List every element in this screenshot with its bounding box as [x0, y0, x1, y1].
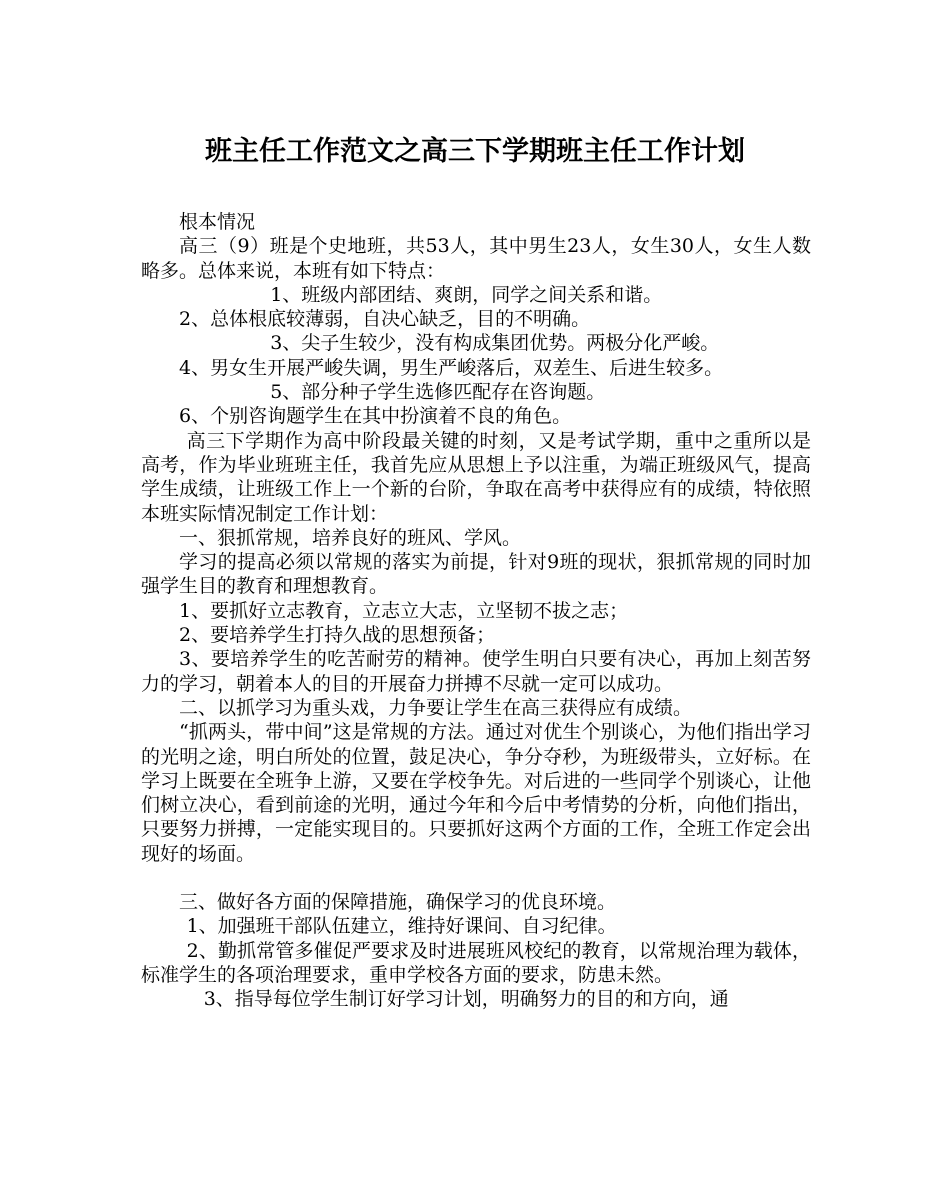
paragraph: 3、尖子生较少，没有构成集团优势。两极分化严峻。 [270, 332, 720, 355]
paragraph: 二、以抓学习为重头戏，力争要让学生在高三获得应有成绩。 [179, 696, 693, 719]
paragraph: “抓两头，带中间”这是常规的方法。通过对优生个别谈心，为他们指出学习的光明之途，明白所处的位置，鼓足决心，争分夺秒，为班级带头，立好标。在学习上既要在全班争上游，又要在学校争先。对后进的一些同学个别谈心，让他们树立决心，看到前途的光明，通过今年和今后中考情势的分析，向他们指出，只要努力拼搏，一定能实现目的。只要抓好这两个方面的工作，全班工作定会出现好的场面。 [141, 721, 811, 865]
paragraph: 2、总体根底较薄弱，自决心缺乏，目的不明确。 [179, 308, 591, 331]
paragraph: 高三下学期作为高中阶段最关键的时刻，又是考试学期，重中之重所以是高考，作为毕业班班主任，我首先应从思想上予以注重，为端正班级风气，提高学生成绩，让班级工作上一个新的台阶，争取在高考中获得应有的成绩，特依照本班实际情况制定工作计划： [141, 429, 811, 525]
paragraph: 学习的提高必须以常规的落实为前提，针对9班的现状，狠抓常规的同时加强学生目的教育和理想教育。 [141, 551, 811, 598]
paragraph: 3、指导每位学生制订好学习计划，明确努力的目的和方向，通 [203, 988, 729, 1011]
paragraph: 1、要抓好立志教育，立志立大志，立坚韧不拔之志； [179, 599, 629, 622]
document-body [141, 210, 811, 1012]
paragraph: 一、狠抓常规，培养良好的班风、学风。 [179, 526, 522, 549]
document-title: 班主任工作范文之高三下学期班主任工作计划 [205, 136, 745, 167]
paragraph: 2、要培养学生打持久战的思想预备； [179, 624, 496, 647]
paragraph: 4、男女生开展严峻失调，男生严峻落后，双差生、后进生较多。 [179, 356, 724, 379]
paragraph: 三、做好各方面的保障措施，确保学习的优良环境。 [179, 891, 617, 914]
paragraph: 根本情况 [179, 211, 256, 233]
paragraph: 1、班级内部团结、爽朗，同学之间关系和谐。 [270, 283, 663, 306]
paragraph: 6、个别咨询题学生在其中扮演着不良的角色。 [179, 405, 572, 428]
paragraph: 1、加强班干部队伍建立，维持好课间、自习纪律。 [186, 915, 617, 938]
paragraph-gap [141, 866, 811, 890]
paragraph: 2、勤抓常管多催促严要求及时进展班风校纪的教育，以常规治理为载体，标准学生的各项治理要求，重申学校各方面的要求，防患未然。 [141, 939, 811, 986]
paragraph: 3、要培养学生的吃苦耐劳的精神。使学生明白只要有决心，再加上刻苦努力的学习，朝着本人的目的开展奋力拼搏不尽就一定可以成功。 [141, 648, 811, 695]
paragraph: 5、部分种子学生选修匹配存在咨询题。 [270, 381, 606, 404]
paragraph: 高三（9）班是个史地班，共53人，其中男生23人，女生30人，女生人数略多。总体来说，本班有如下特点： [141, 235, 811, 282]
